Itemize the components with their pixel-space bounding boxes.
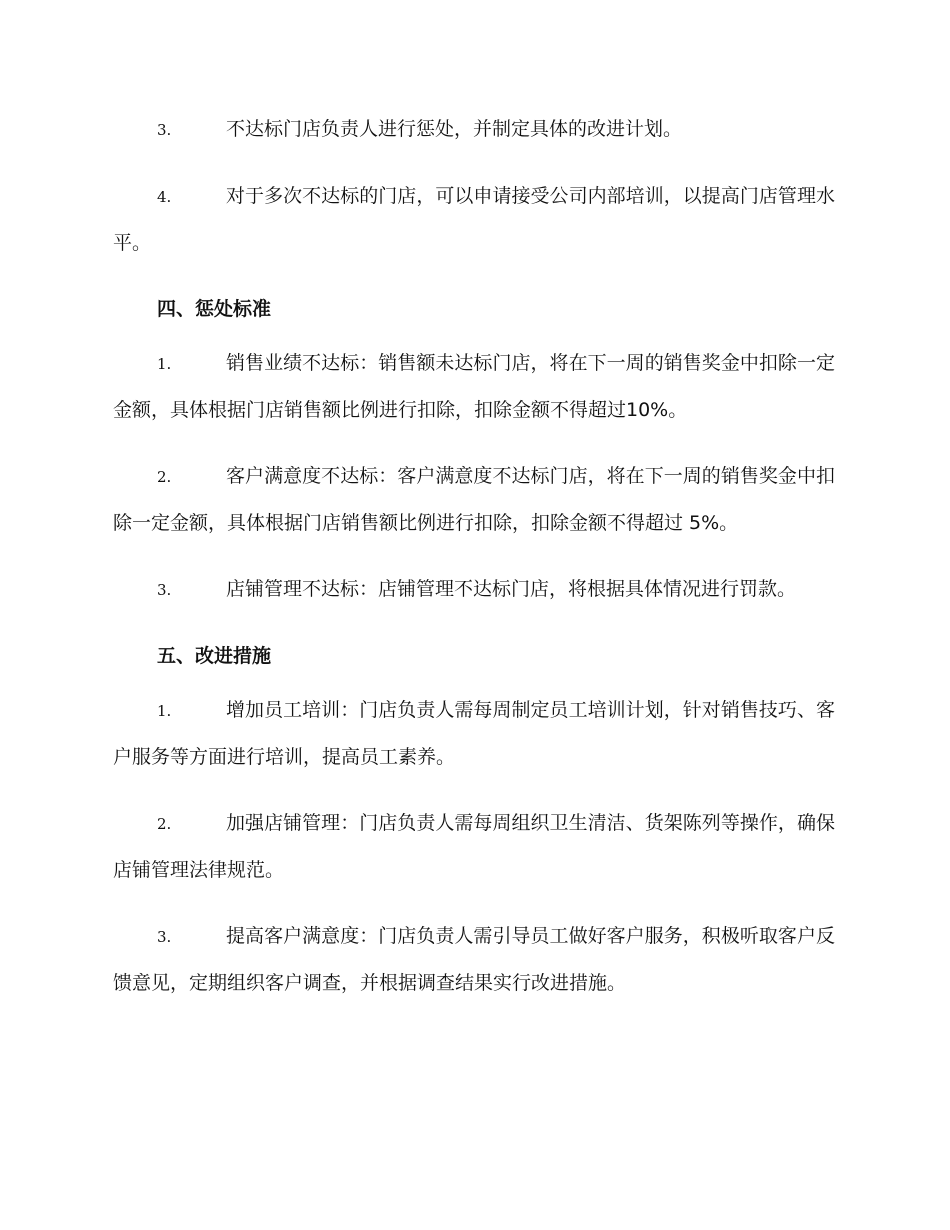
item-number: 4. [157, 188, 172, 206]
item-text: 不达标门店负责人进行惩处，并制定具体的改进计划。 [226, 118, 683, 140]
item-number: 3. [157, 581, 172, 599]
item-text: 店铺管理不达标：店铺管理不达标门店，将根据具体情况进行罚款。 [226, 578, 797, 600]
item-text: 加强店铺管理：门店负责人需每周组织卫生清洁、货架陈列等操作，确保店铺管理法律规范。 [113, 812, 835, 881]
item-text: 客户满意度不达标：客户满意度不达标门店，将在下一周的销售奖金中扣除一定金额，具体根据门店销售额比例进行扣除，扣除金额不得超过 5%。 [113, 465, 835, 534]
section-heading-penalty: 四、惩处标准 [157, 298, 272, 320]
item-text: 提高客户满意度：门店负责人需引导员工做好客户服务，积极听取客户反馈意见，定期组织客户调查，并根据调查结果实行改进措施。 [113, 925, 835, 994]
item-text: 销售业绩不达标：销售额未达标门店，将在下一周的销售奖金中扣除一定金额，具体根据门店销售额比例进行扣除，扣除金额不得超过10%。 [113, 352, 835, 421]
list-item [113, 453, 835, 546]
section-heading-improvement: 五、改进措施 [157, 645, 272, 667]
list-item [113, 800, 835, 893]
item-text: 对于多次不达标的门店，可以申请接受公司内部培训，以提高门店管理水平。 [113, 185, 835, 254]
item-number: 2. [157, 815, 172, 833]
list-item [113, 566, 835, 613]
item-number: 3. [157, 121, 172, 139]
item-number: 1. [157, 702, 172, 720]
list-item [113, 173, 835, 266]
list-item [113, 340, 835, 433]
item-number: 1. [157, 355, 172, 373]
list-item [113, 106, 835, 153]
list-item [113, 687, 835, 780]
item-number: 2. [157, 468, 172, 486]
list-item [113, 913, 835, 1006]
document-body [113, 106, 835, 1026]
item-text: 增加员工培训：门店负责人需每周制定员工培训计划，针对销售技巧、客户服务等方面进行培训，提高员工素养。 [113, 699, 835, 768]
item-number: 3. [157, 928, 172, 946]
